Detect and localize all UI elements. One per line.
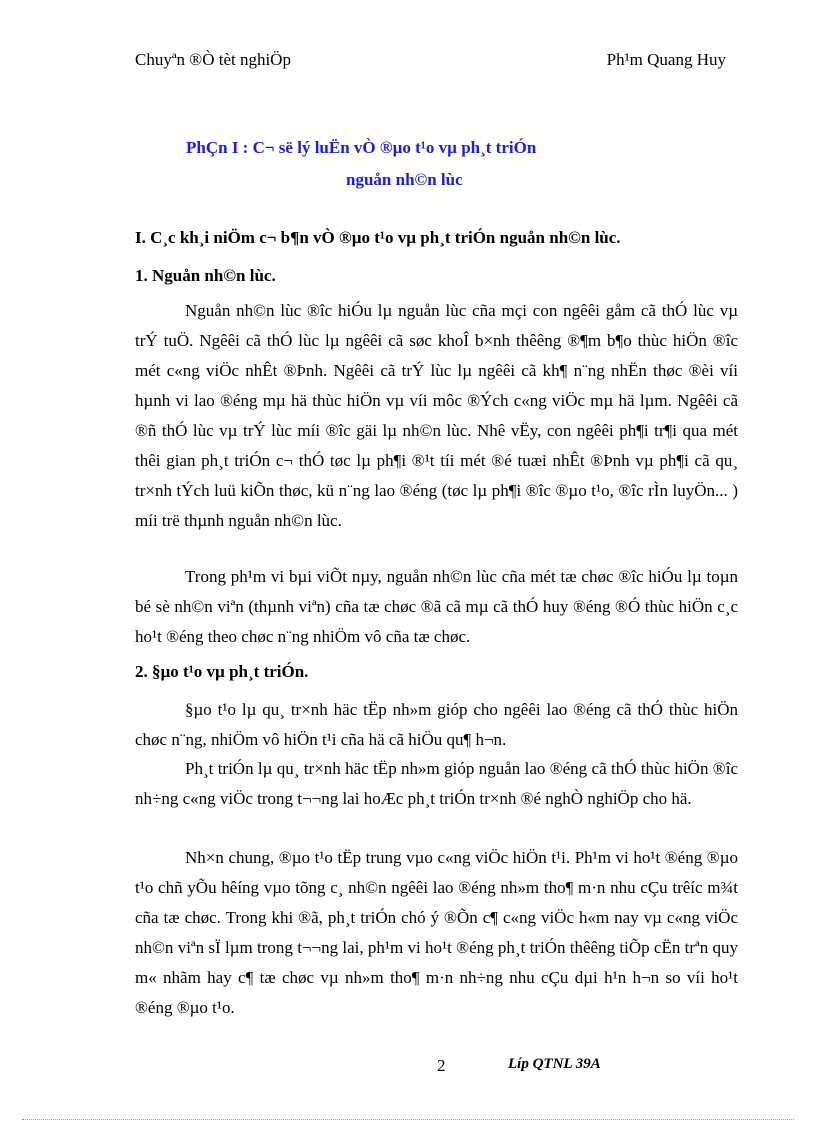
page-bottom-divider (22, 1119, 794, 1120)
paragraph-2-1: §µo t¹o lµ qu¸ tr×nh häc tËp nh»m gióp cho ngêêi lao ®éng cã thÓ thùc hiÖn chøc n¨ng, nhiÖm vô hiÖn t¹i cña hä cã hiÖu qu¶ h¬n. (135, 700, 738, 749)
part-title-line1: PhÇn I : C¬ së lý luËn vÒ ®µo t¹o vµ ph¸t triÓn (186, 138, 537, 157)
paragraph-2-3: Nh×n chung, ®µo t¹o tËp trung vµo c«ng viÖc hiÖn t¹i. Ph¹m vi ho¹t ®éng ®µo t¹o chñ yÕu hêíng vµo tõng c¸ nh©n ngêêi lao ®éng nh»m tho¶ m·n nhu cÇu trêíc m¾t cña tæ chøc. Trong khi ®ã, ph¸t triÓn chó ý ®Õn c¶ c«ng viÖc h«m nay vµ c«ng viÖc nh©n viªn sÏ lµm trong t¬¬ng lai, ph¹m vi ho¹t ®éng ph¸t triÓn thêêng tiÕp cËn trªn quy m« nhãm hay c¶ tæ chøc vµ nh»m tho¶ m·n nh÷ng nhu cÇu dµi h¹n h¬n so víi ho¹t ®éng ®µo t¹o. (135, 848, 738, 1017)
subsection-heading-1: 1. Nguån nh©n lùc. (135, 266, 276, 285)
paragraph-1-2: Trong ph¹m vi bµi viÕt nµy, nguån nh©n lùc cña mét tæ chøc ®îc hiÓu lµ toµn bé sè nh©n viªn (thµnh viªn) cña tæ chøc ®ã cã mµ cã thÓ huy ®éng ®Ó thùc hiÖn c¸c ho¹t ®éng theo chøc n¨ng nhiÖm vô cña tæ chøc. (135, 567, 738, 646)
paragraph-1-1: Nguån nh©n lùc ®îc hiÓu lµ nguån lùc cña mçi con ngêêi gåm cã thÓ lùc vµ trÝ tuÖ. Ngêêi cã thÓ lùc lµ ngêêi cã søc khoÎ b×nh thêêng ®¶m b¶o thùc hiÖn ®îc mét c«ng viÖc nhÊt ®Þnh. Ngêêi cã trÝ lùc lµ ngêêi cã kh¶ n¨ng nhËn thøc ®èi víi hµnh vi lao ®éng mµ hä thùc hiÖn vµ víi môc ®Ých c«ng viÖc mµ hä lµm. Ngêêi cã ®ñ thÓ lùc vµ trÝ lùc míi ®îc gäi lµ nh©n lùc. Nhê vËy, con ngêêi ph¶i tr¶i qua mét thêi gian ph¸t triÓn c¬ thÓ tøc lµ ph¶i ®¹t tíi mét ®é tuæi nhÊt ®Þnh vµ ph¶i cã qu¸ tr×nh tÝch luü kiÕn thøc, kü n¨ng lao ®éng (tøc lµ ph¶i ®îc ®µo t¹o, ®îc rÌn luyÖn... ) míi trë thµnh nguån nh©n lùc. (135, 301, 738, 530)
section-heading: I. C¸c kh¸i niÖm c¬ b¶n vÒ ®µo t¹o vµ ph¸t triÓn nguån nh©n lùc. (135, 228, 621, 247)
page-number: 2 (437, 1056, 446, 1075)
header-topic: Chuyªn ®Ò tèt nghiÖp (135, 50, 291, 69)
header-author: Ph¹m Quang Huy (606, 50, 726, 69)
paragraph-2-2: Ph¸t triÓn lµ qu¸ tr×nh häc tËp nh»m gióp nguån lao ®éng cã thÓ thùc hiÖn ®îc nh÷ng c«ng viÖc trong t¬¬ng lai hoÆc ph¸t triÓn tr×nh ®é nghÒ nghiÖp cho hä. (135, 759, 738, 808)
footer-class-name: Líp QTNL 39A (508, 1056, 601, 1072)
part-title-line2: nguån nh©n lùc (346, 170, 463, 189)
subsection-heading-2: 2. §µo t¹o vµ ph¸t triÓn. (135, 662, 309, 681)
